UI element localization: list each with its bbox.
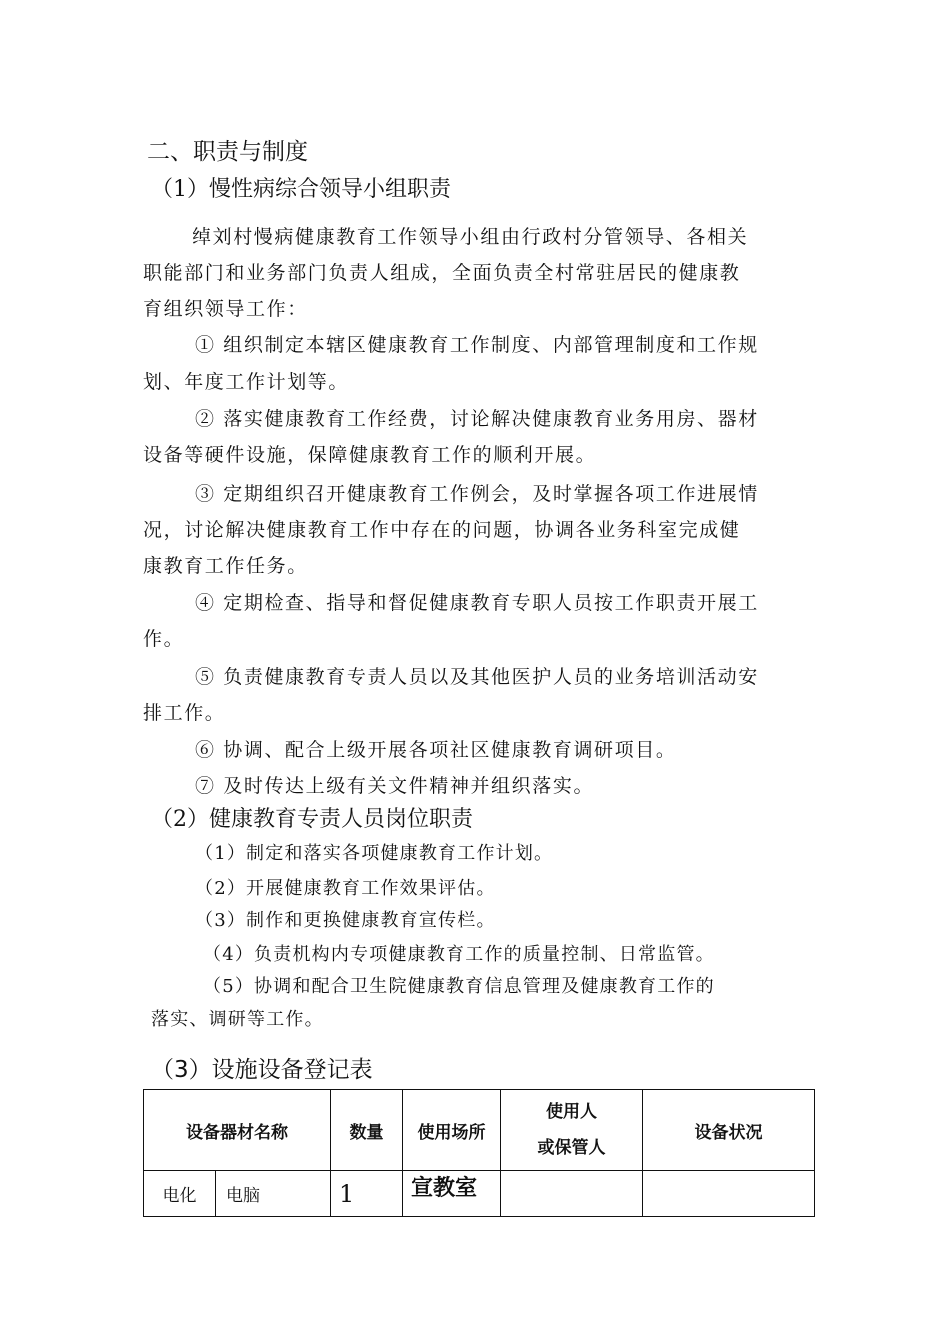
cell-category: 电化 <box>144 1171 216 1217</box>
subsection-2-title: （2）健康教育专责人员岗位职责 <box>151 807 473 832</box>
duty-2-line: ② 落实健康教育工作经费，讨论解决健康教育业务用房、器材 <box>195 408 759 430</box>
duty-3-line: ③ 定期组织召开健康教育工作例会，及时掌握各项工作进展情 <box>195 483 759 505</box>
header-user-line2: 或保管人 <box>537 1138 606 1158</box>
equipment-table <box>143 1089 815 1217</box>
cell-status <box>643 1171 815 1217</box>
sub2-item: （2）开展健康教育工作效果评估。 <box>195 878 496 899</box>
duty-5-line: ⑤ 负责健康教育专责人员以及其他医护人员的业务培训活动安 <box>195 666 759 688</box>
duty-3-line: 况，讨论解决健康教育工作中存在的问题，协调各业务科室完成健 <box>143 519 741 541</box>
sub2-item: （5）协调和配合卫生院健康教育信息管理及健康教育工作的 <box>203 976 715 997</box>
cell-user <box>501 1171 643 1217</box>
header-user <box>501 1090 643 1171</box>
header-equipment-name: 设备器材名称 <box>144 1090 331 1171</box>
header-quantity: 数量 <box>331 1090 403 1171</box>
duty-1-line: 划、年度工作计划等。 <box>143 371 350 393</box>
sub2-item: （4）负责机构内专项健康教育工作的质量控制、日常监管。 <box>203 944 715 965</box>
sub2-item: 落实、调研等工作。 <box>151 1009 324 1030</box>
duty-6-line: ⑥ 协调、配合上级开展各项社区健康教育调研项目。 <box>195 739 677 761</box>
intro-line: 职能部门和业务部门负责人组成，全面负责全村常驻居民的健康教 <box>143 262 741 284</box>
header-location: 使用场所 <box>403 1090 501 1171</box>
sub2-item: （3）制作和更换健康教育宣传栏。 <box>195 910 496 931</box>
subsection-3-title: （3）设施设备登记表 <box>151 1057 373 1083</box>
duty-3-line: 康教育工作任务。 <box>143 555 308 577</box>
duty-5-line: 排工作。 <box>143 702 226 724</box>
sub2-item: （1）制定和落实各项健康教育工作计划。 <box>195 843 554 864</box>
table-header-row <box>144 1090 815 1171</box>
duty-2-line: 设备等硬件设施，保障健康教育工作的顺利开展。 <box>143 444 597 466</box>
intro-line: 育组织领导工作： <box>143 298 308 320</box>
section-title: 二、职责与制度 <box>147 139 308 165</box>
duty-1-line: ① 组织制定本辖区健康教育工作制度、内部管理制度和工作规 <box>195 334 759 356</box>
cell-quantity: 1 <box>331 1171 403 1217</box>
duty-4-line: 作。 <box>143 628 185 650</box>
header-status: 设备状况 <box>643 1090 815 1171</box>
duty-4-line: ④ 定期检查、指导和督促健康教育专职人员按工作职责开展工 <box>195 592 759 614</box>
cell-item: 电脑 <box>216 1171 331 1217</box>
header-user-line1: 使用人 <box>546 1102 597 1122</box>
table-row <box>144 1171 815 1217</box>
subsection-1-title: （1）慢性病综合领导小组职责 <box>151 177 451 202</box>
duty-7-line: ⑦ 及时传达上级有关文件精神并组织落实。 <box>195 775 595 797</box>
intro-line: 绰刘村慢病健康教育工作领导小组由行政村分管领导、各相关 <box>192 226 749 248</box>
cell-location: 宣教室 <box>403 1171 501 1217</box>
